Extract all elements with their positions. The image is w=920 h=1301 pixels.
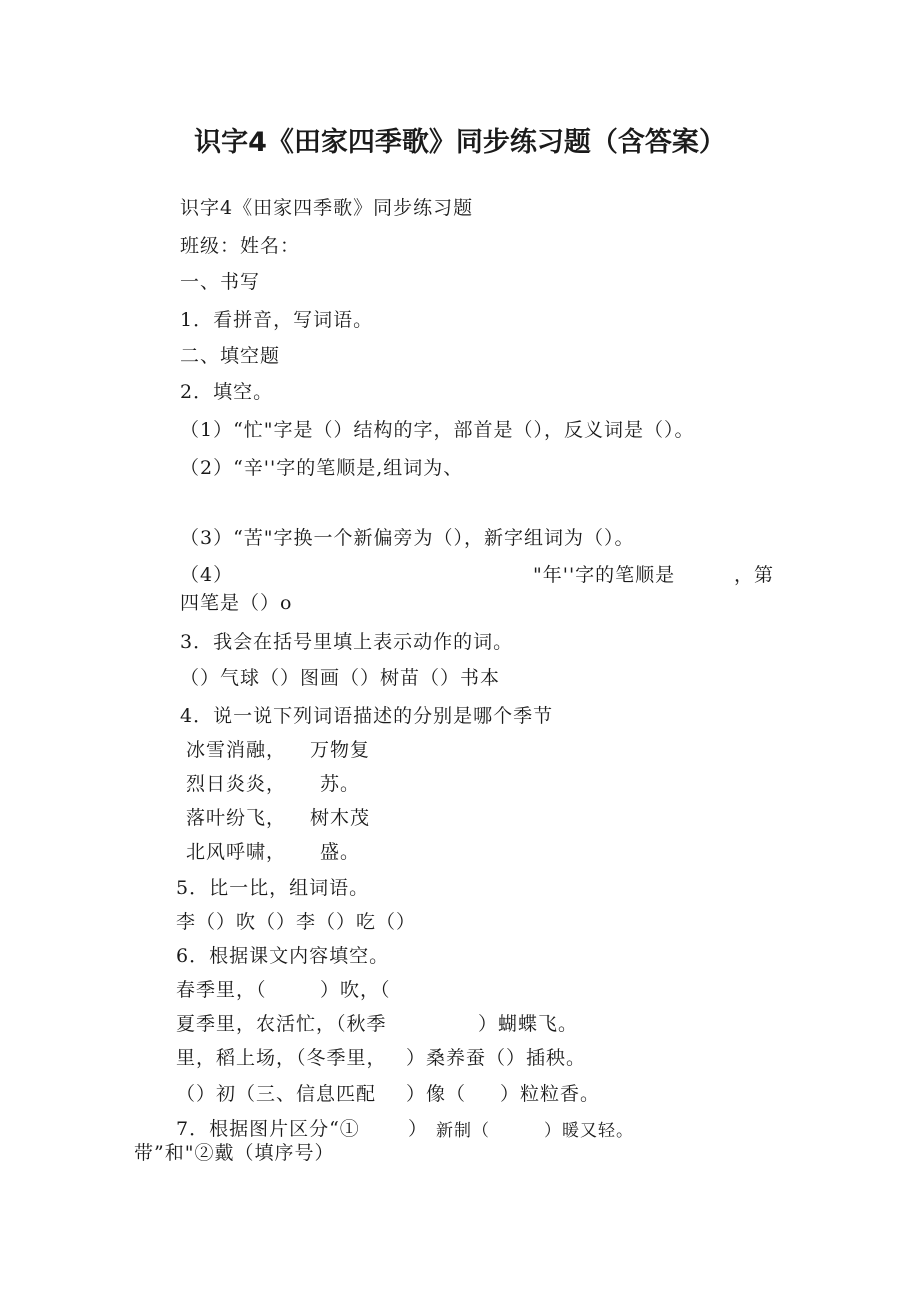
season-phrase-1: 冰雪消融， bbox=[186, 739, 287, 761]
question-7-cont: 带”和"②戴（填序号） bbox=[134, 1142, 335, 1164]
question-4: 4．说一说下列词语描述的分别是哪个季节 bbox=[180, 705, 554, 727]
question-2-4-tail: ，第 bbox=[734, 564, 775, 586]
q6-winter-mid: ）像（ bbox=[406, 1083, 467, 1105]
q6-spring: 春季里，（ bbox=[176, 979, 267, 1001]
season-phrase-8: 盛。 bbox=[320, 841, 361, 863]
class-name-line: 班级：姓名： bbox=[180, 235, 301, 257]
question-3-blanks: （）气球（）图画（）树苗（）书本 bbox=[180, 667, 501, 689]
section-fill: 二、填空题 bbox=[180, 345, 281, 367]
q6-summer-tail: ）蝴蝶飞。 bbox=[478, 1013, 579, 1035]
question-1: 1．看拼音，写词语。 bbox=[180, 309, 374, 331]
season-phrase-5: 落叶纷飞， bbox=[186, 807, 287, 829]
question-2: 2．填空。 bbox=[180, 381, 274, 403]
question-3: 3．我会在括号里填上表示动作的词。 bbox=[180, 631, 514, 653]
season-phrase-3: 烈日炎炎， bbox=[186, 773, 287, 795]
season-phrase-7: 北风呼啸， bbox=[186, 841, 287, 863]
season-phrase-2: 万物复 bbox=[310, 739, 371, 761]
question-2-2: （2）“辛''字的笔顺是,组词为、 bbox=[180, 457, 464, 479]
subtitle: 识字4《田家四季歌》同步练习题 bbox=[180, 197, 474, 219]
question-2-4-label: （4） bbox=[180, 564, 234, 586]
q6-winter-tail: ）粒粒香。 bbox=[500, 1083, 601, 1105]
question-2-4-cont: 四笔是（）o bbox=[180, 592, 293, 614]
q6-spring-tail: ）吹，（ bbox=[320, 979, 391, 1001]
q6-summer: 夏季里，农活忙，（秋季 bbox=[176, 1013, 387, 1035]
document-title: 识字4《田家四季歌》同步练习题（含答案） bbox=[194, 127, 726, 158]
question-6: 6．根据课文内容填空。 bbox=[176, 945, 390, 967]
q6-winter: （）初（三、信息匹配 bbox=[176, 1083, 377, 1105]
q7-newmade: 新制（ bbox=[436, 1121, 490, 1141]
question-2-3: （3）“苦"字换一个新偏旁为（），新字组词为（）。 bbox=[180, 527, 635, 549]
q6-autumn: 里，稻上场，（冬季里， bbox=[176, 1047, 387, 1069]
season-phrase-4: 苏。 bbox=[320, 773, 361, 795]
question-5: 5．比一比，组词语。 bbox=[176, 877, 370, 899]
q7-warm: ）暖又轻。 bbox=[544, 1121, 634, 1141]
question-2-4-text: "年''字的笔顺是 bbox=[533, 564, 676, 586]
question-5-blanks: 李（）吹（）李（）吃（） bbox=[176, 911, 417, 933]
q7-bracket: ） bbox=[408, 1118, 429, 1140]
section-writing: 一、书写 bbox=[180, 271, 261, 293]
question-2-1: （1）“忙"字是（）结构的字，部首是（），反义词是（）。 bbox=[180, 419, 695, 441]
question-7: 7．根据图片区分“① bbox=[176, 1118, 360, 1140]
season-phrase-6: 树木茂 bbox=[310, 807, 371, 829]
q6-autumn-tail: ）桑养蚕（）插秧。 bbox=[406, 1047, 587, 1069]
